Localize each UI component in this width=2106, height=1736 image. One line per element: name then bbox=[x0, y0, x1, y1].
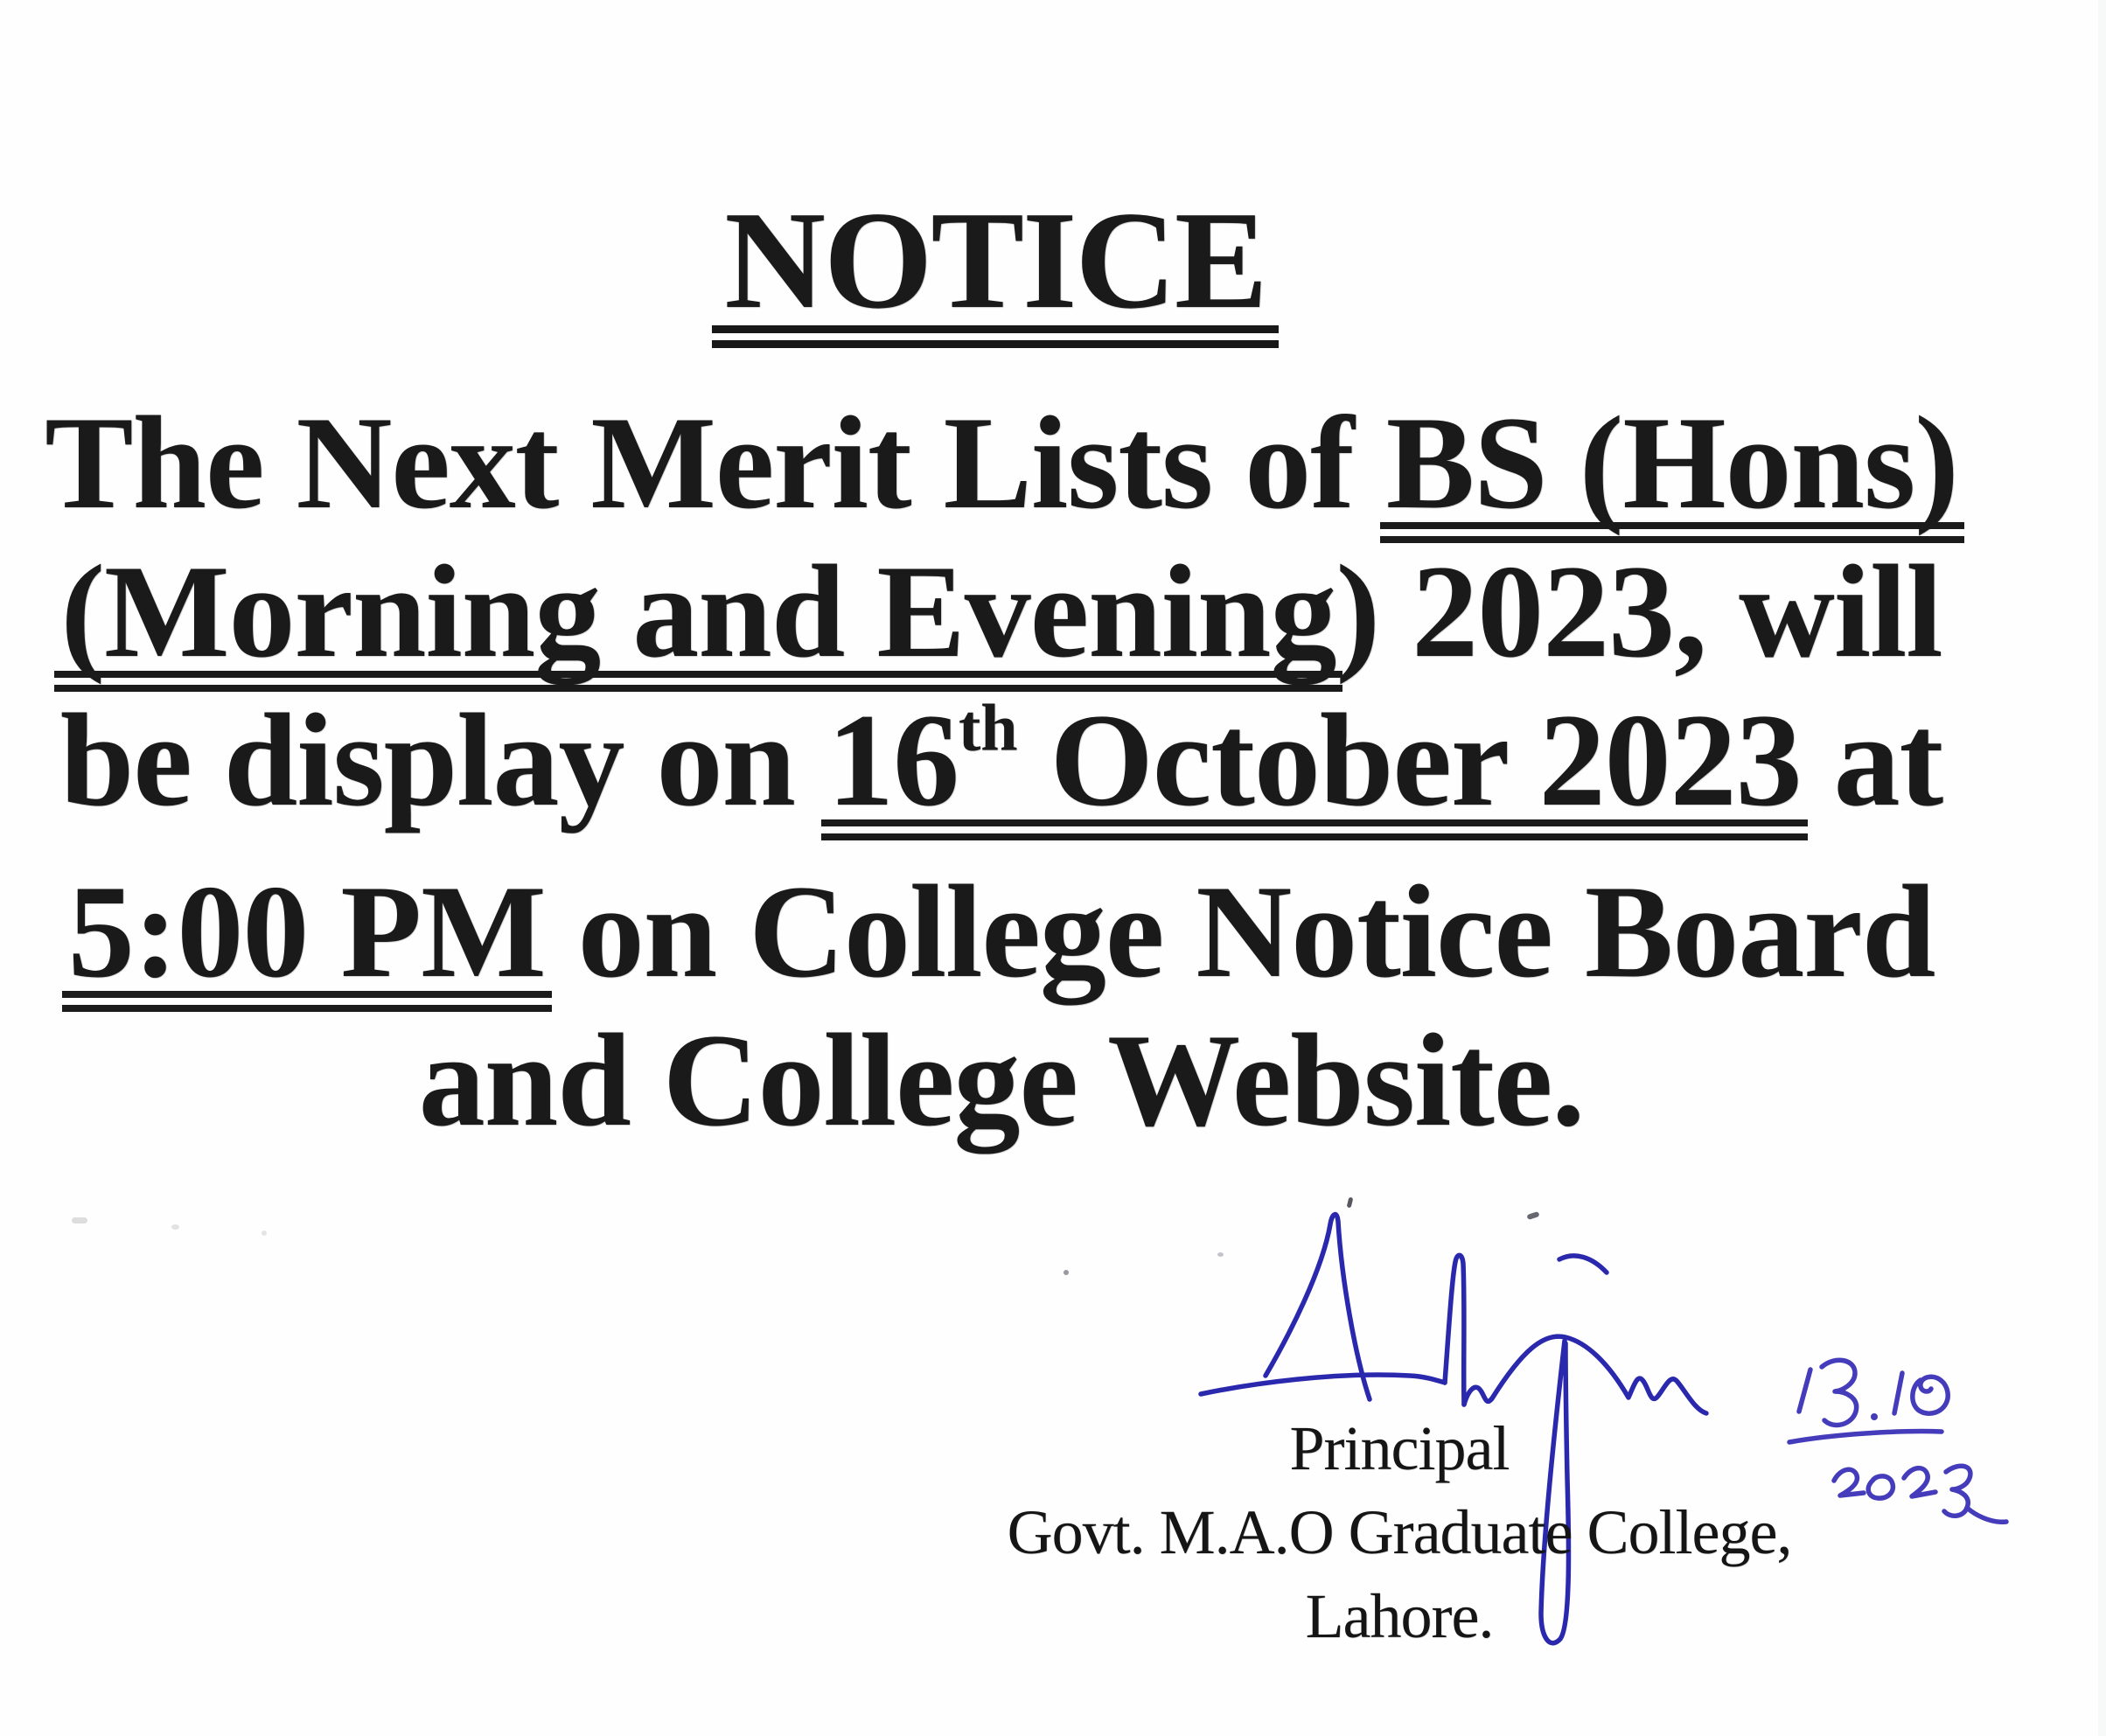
notice-line bbox=[0, 686, 2003, 857]
notice-line bbox=[0, 857, 2003, 1006]
underlined-text: th bbox=[958, 691, 1018, 765]
body-text: be display on bbox=[59, 687, 827, 833]
underlined-text: 16 bbox=[826, 687, 959, 833]
signoff-block bbox=[953, 1406, 1845, 1658]
scan-artifact-dot bbox=[1063, 1270, 1069, 1275]
notice-title-text: NOTICE bbox=[724, 182, 1266, 338]
scan-artifact-smudge bbox=[72, 1217, 87, 1224]
notice-title bbox=[0, 182, 1991, 338]
notice-line bbox=[0, 388, 2003, 537]
signoff-role: Principal bbox=[1289, 1413, 1510, 1483]
signoff-institution: Govt. M.A.O Graduate College, bbox=[1007, 1497, 1792, 1567]
body-text: on College Notice Board bbox=[545, 858, 1935, 1005]
underlined-text: October 2023 bbox=[1017, 687, 1802, 833]
underlined-text: BS (Hons) bbox=[1385, 389, 1958, 536]
body-text: The Next Merit Lists of bbox=[45, 389, 1386, 536]
notice-body bbox=[0, 388, 2003, 1154]
scan-artifact-smudge bbox=[171, 1224, 179, 1230]
body-text: and College Website. bbox=[418, 1007, 1585, 1154]
scanner-edge-strip bbox=[2098, 0, 2106, 1736]
double-underline-group bbox=[827, 687, 1802, 833]
body-text: ) 2023, will bbox=[1335, 538, 1942, 685]
double-underline-group bbox=[68, 858, 546, 1005]
double-underline-group bbox=[1386, 389, 1958, 536]
notice-line bbox=[0, 1006, 2003, 1154]
double-underline-group bbox=[60, 538, 1335, 685]
underlined-text: 5:00 PM bbox=[67, 858, 546, 1005]
signoff-city: Lahore. bbox=[1305, 1581, 1494, 1651]
underlined-text: (Morning and Evening bbox=[60, 538, 1336, 685]
body-text: at bbox=[1801, 687, 1943, 833]
scan-artifact-smudge bbox=[262, 1231, 267, 1236]
scan-artifact-dot bbox=[1217, 1252, 1224, 1257]
